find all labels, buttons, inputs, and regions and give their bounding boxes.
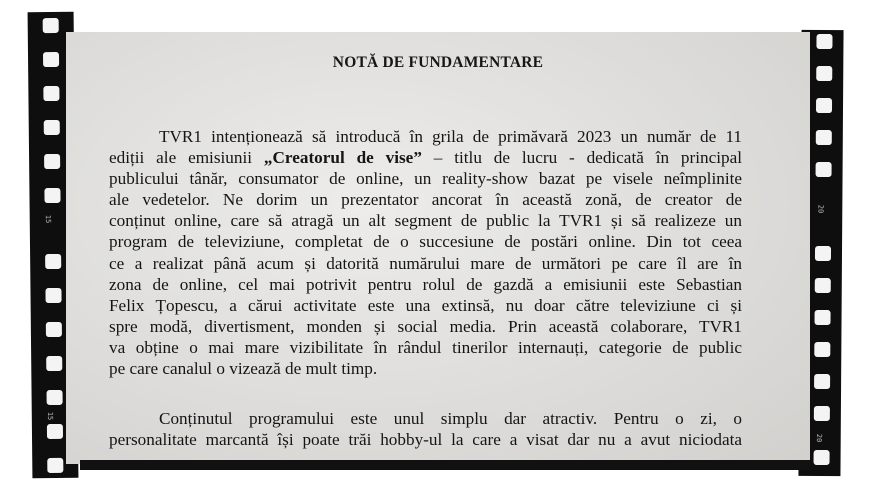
film-edge-number: 15 xyxy=(45,411,55,421)
sprocket-hole xyxy=(45,254,61,269)
text-line: conținut online, care să atragă un alt segment de public la TVR1 și să realizeze un xyxy=(109,211,742,231)
sprocket-hole xyxy=(46,322,62,337)
sprocket-hole xyxy=(814,374,830,389)
document-page xyxy=(66,32,810,464)
text-line: TVR1 intenționează să introducă în grila de primăvară 2023 un număr de 11 xyxy=(159,127,742,146)
show-title-bold: „Creatorul de vise” xyxy=(263,148,422,168)
paragraph-2 xyxy=(109,408,742,450)
sprocket-hole xyxy=(814,310,830,325)
sprocket-hole xyxy=(816,34,832,49)
text-line: Conținutul programului este unul simplu dar atractiv. Pentru o zi, o xyxy=(159,409,742,428)
sprocket-hole xyxy=(46,356,62,371)
sprocket-hole xyxy=(816,66,832,81)
sprocket-hole xyxy=(815,278,831,293)
sprocket-hole xyxy=(816,162,832,177)
text-line xyxy=(109,147,742,168)
sprocket-hole xyxy=(43,18,59,33)
sprocket-hole xyxy=(43,52,59,67)
text-span: ediții ale emisiunii xyxy=(109,148,264,168)
sprocket-hole xyxy=(45,288,61,303)
text-line: publicului tânăr, consumator de online, un reality-show bazat pe visele neîmplinite xyxy=(109,169,742,189)
film-strip-bottom xyxy=(80,460,810,470)
text-line: Felix Țopescu, a cărui activitate este una extinsă, nu doar către televiziune ci și xyxy=(109,295,742,315)
sprocket-hole xyxy=(47,390,63,405)
sprocket-hole xyxy=(47,424,63,439)
text-span: – titlu de lucru - dedicată în principal xyxy=(421,148,743,168)
sprocket-hole xyxy=(814,342,830,357)
text-line: va obține o mai mare vizibilitate în rândul tinerilor internauți, categorie de public xyxy=(109,337,742,357)
paragraph-1 xyxy=(109,126,742,379)
film-edge-number: 20 xyxy=(814,433,823,443)
document-title: NOTĂ DE FUNDAMENTARE xyxy=(332,54,544,71)
sprocket-hole xyxy=(814,406,830,421)
sprocket-hole xyxy=(44,120,60,135)
film-edge-number: 15 xyxy=(43,214,52,224)
sprocket-hole xyxy=(816,98,832,113)
sprocket-hole xyxy=(816,130,832,145)
sprocket-hole xyxy=(815,246,831,261)
text-line: pe care canalul o vizează de mult timp. xyxy=(109,359,378,379)
text-line: ce a realizat până acum și datorită numărului mare de următori pe care îl are în xyxy=(109,253,742,273)
text-line: zona de online, cel mai potrivit pentru rolul de gazdă a emisiunii este Sebastian xyxy=(109,274,742,294)
sprocket-hole xyxy=(47,458,63,473)
sprocket-hole xyxy=(44,154,60,169)
text-line: spre modă, divertisment, monden și social media. Prin această colaborare, TVR1 xyxy=(109,316,742,336)
sprocket-hole xyxy=(43,86,59,101)
text-line: ale vedetelor. Ne dorim un prezentator ancorat în această zonă, de creator de xyxy=(109,190,742,210)
text-line: program de televiziune, completat de o succesiune de postări online. Din tot ceea xyxy=(109,232,742,252)
film-edge-number: 20 xyxy=(816,204,825,214)
sprocket-hole xyxy=(44,188,60,203)
sprocket-hole xyxy=(814,450,830,465)
text-line: personalitate marcantă își poate trăi hobby-ul la care a visat dar nu a avut niciodata xyxy=(109,430,742,450)
